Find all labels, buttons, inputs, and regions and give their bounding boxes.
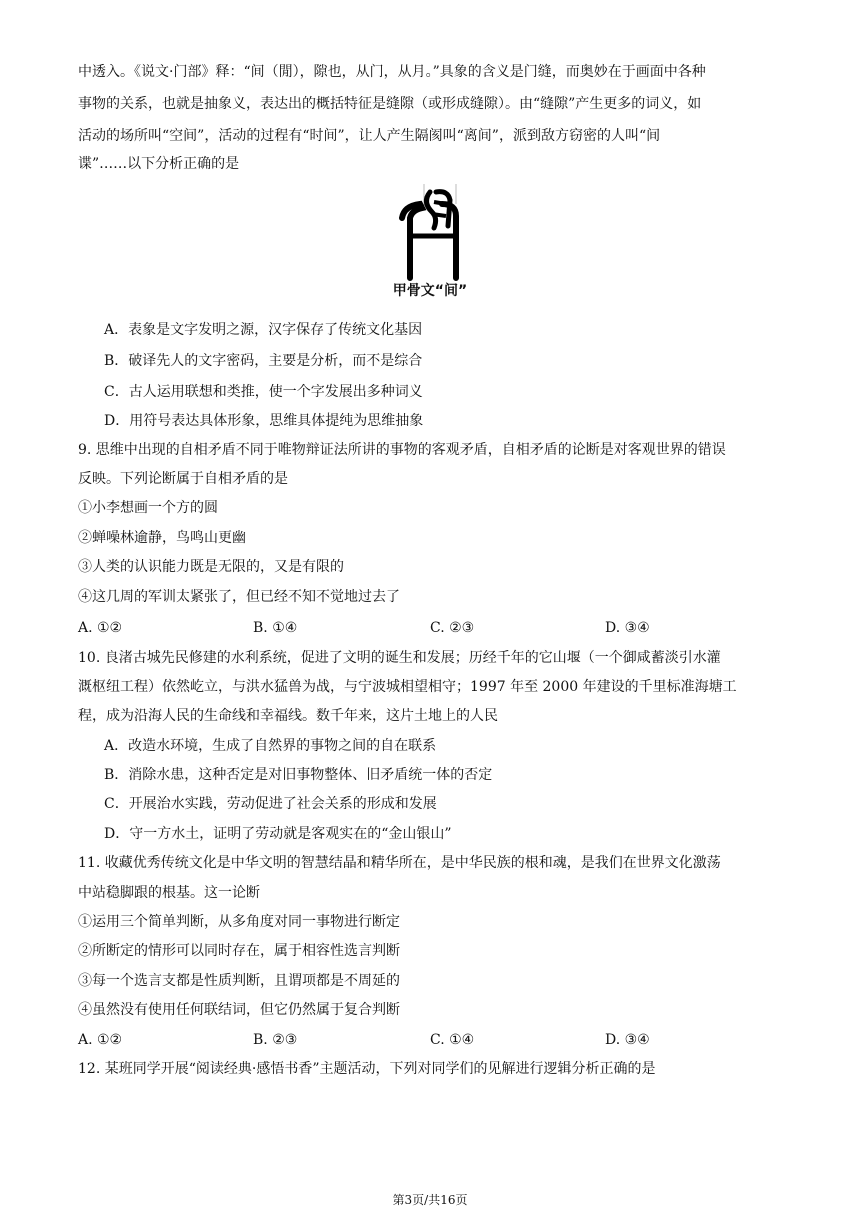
q8-option-b: B．破译先人的文字密码，主要是分析，而不是综合 [104,353,423,369]
q11-item: ④虽然没有使用任何联结词，但它仍然属于复合判断 [78,1002,400,1018]
q8-option-c: C．古人运用联想和类推，使一个字发展出多种词义 [104,384,423,400]
intro-line: 谍”……以下分析正确的是 [78,156,240,172]
q9-item: ③人类的认识能力既是无限的，又是有限的 [78,559,344,575]
q11-stem: 11. 收藏优秀传统文化是中华文明的智慧结晶和精华所在，是中华民族的根和魂，是我们在世界文化激荡 [78,855,721,871]
q10-stem: 溉枢纽工程）依然屹立，与洪水猛兽为战，与宁波城相望相守；1997 年至 2000 年建设的千里标准海塘工 [78,679,737,695]
q10-option-a: A．改造水环境，生成了自然界的事物之间的自在联系 [104,738,437,754]
q9-item: ②蝉噪林逾静，鸟鸣山更幽 [78,530,246,546]
q11-option-d: D. ③④ [605,1032,650,1048]
oracle-bone-jian-glyph [390,182,470,282]
q9-option-b: B. ①④ [253,620,298,636]
q11-item: ③每一个选言支都是性质判断，且谓项都是不周延的 [78,973,400,989]
q11-item: ①运用三个简单判断，从多角度对同一事物进行断定 [78,914,400,930]
q9-item: ①小李想画一个方的圆 [78,500,218,516]
q9-stem: 反映。下列论断属于自相矛盾的是 [78,471,288,487]
q10-option-b: B．消除水患，这种否定是对旧事物整体、旧矛盾统一体的否定 [104,767,493,783]
q10-option-d: D．守一方水土，证明了劳动就是客观实在的“金山银山” [104,826,452,842]
q10-stem: 10. 良渚古城先民修建的水利系统，促进了文明的诞生和发展；历经千年的它山堰（一个御咸蓄淡引水灌 [78,650,721,666]
q10-stem: 程，成为沿海人民的生命线和幸福线。数千年来，这片土地上的人民 [78,708,498,724]
page-number: 第3页/共16页 [392,1193,468,1207]
q10-option-c: C．开展治水实践，劳动促进了社会关系的形成和发展 [104,796,437,812]
intro-line: 事物的关系，也就是抽象义，表达出的概括特征是缝隙（或形成缝隙）。由“缝隙”产生更多的词义，如 [78,96,702,112]
q12-stem: 12. 某班同学开展“阅读经典·感悟书香”主题活动，下列对同学们的见解进行逻辑分析正确的是 [78,1061,656,1077]
q11-stem: 中站稳脚跟的根基。这一论断 [78,885,260,901]
q8-option-a: A．表象是文字发明之源，汉字保存了传统文化基因 [104,322,423,338]
q11-option-a: A. ①② [78,1032,123,1048]
figure-caption: 甲骨文“间” [392,283,468,299]
q11-option-c: C. ①④ [430,1032,475,1048]
q8-option-d: D．用符号表达具体形象，思维具体提纯为思维抽象 [104,413,424,429]
intro-line: 中透入。《说文·门部》释：“间（閒），隙也，从门，从月。”具象的含义是门缝，而奥妙在于画面中各种 [78,64,706,80]
q11-item: ②所断定的情形可以同时存在，属于相容性选言判断 [78,943,400,959]
intro-line: 活动的场所叫“空间”，活动的过程有“时间”，让人产生隔阂叫“离间”，派到敌方窃密的人叫“间 [78,128,661,144]
q11-option-b: B. ②③ [253,1032,298,1048]
q9-option-c: C. ②③ [430,620,475,636]
q9-option-a: A. ①② [78,620,123,636]
q9-item: ④这几周的军训太紧张了，但已经不知不觉地过去了 [78,589,400,605]
q9-option-d: D. ③④ [605,620,650,636]
q9-stem: 9. 思维中出现的自相矛盾不同于唯物辩证法所讲的事物的客观矛盾，自相矛盾的论断是对客观世界的错误 [78,442,726,458]
